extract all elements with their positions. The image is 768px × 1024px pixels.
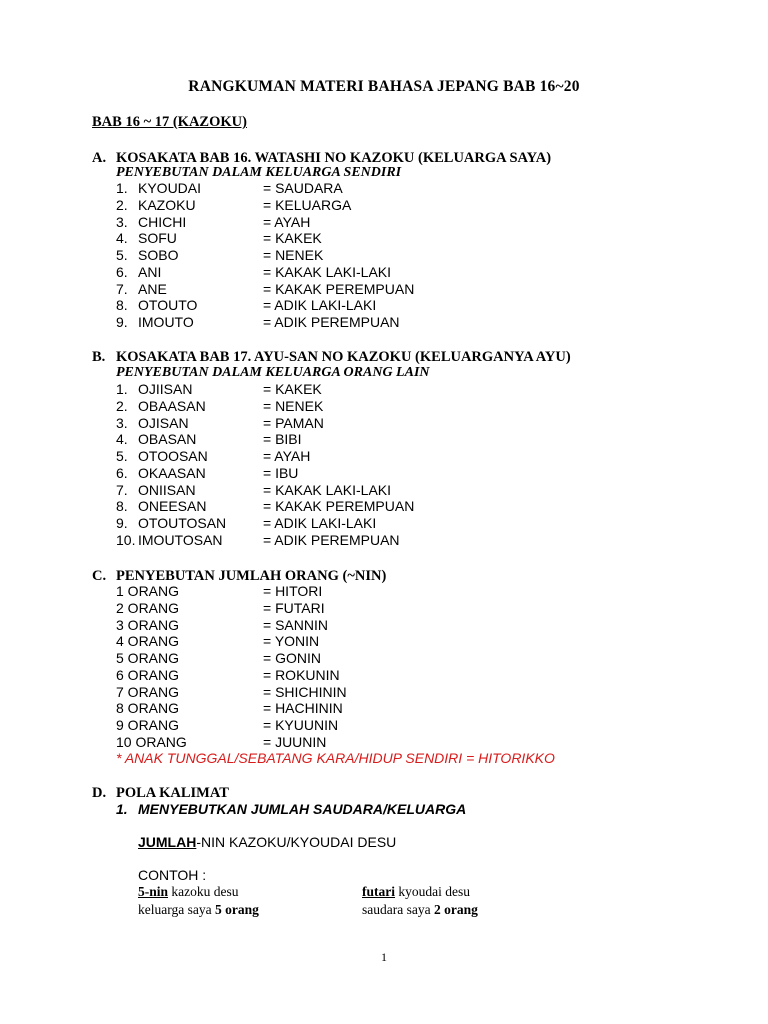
list-item: 4 ORANG = YONIN <box>116 633 320 650</box>
list-item: 10 ORANG = JUUNIN <box>116 733 327 750</box>
section-a-list <box>116 180 415 331</box>
list-item: 2 ORANG = FUTARI <box>116 599 325 616</box>
section-b-list <box>116 381 415 549</box>
list-item: 5. OTOOSAN = AYAH <box>116 448 311 464</box>
section-c-list <box>116 583 347 751</box>
example-1-translation: keluarga saya 5 orang <box>138 902 259 917</box>
list-item: 7. ANE = KAKAK PEREMPUAN <box>116 280 415 297</box>
list-item: 9. IMOUTO = ADIK PEREMPUAN <box>116 314 400 330</box>
chapter-heading: BAB 16 ~ 17 (KAZOKU) <box>92 114 247 130</box>
list-item: 7. ONIISAN = KAKAK LAKI-LAKI <box>116 481 392 498</box>
page-number: 1 <box>381 950 387 964</box>
list-item: 8. ONEESAN = KAKAK PEREMPUAN <box>116 498 415 515</box>
pattern-rest: -NIN KAZOKU/KYOUDAI DESU <box>196 834 397 850</box>
list-item: 3 ORANG = SANNIN <box>116 616 328 633</box>
section-b-heading <box>92 349 571 366</box>
document-title: RANGKUMAN MATERI BAHASA JEPANG BAB 16~20 <box>188 78 580 95</box>
section-c-letter: C. <box>92 568 107 584</box>
list-item: 8 ORANG = HACHININ <box>116 700 343 717</box>
example-2: futari kyoudai desu <box>362 884 470 899</box>
sentence-pattern <box>138 834 396 850</box>
section-c-title: PENYEBUTAN JUMLAH ORANG (~NIN) <box>116 568 387 584</box>
list-item: 5. SOBO = NENEK <box>116 247 324 263</box>
list-item: 3. OJISAN = PAMAN <box>116 414 324 431</box>
list-item: 6. ANI = KAKAK LAKI-LAKI <box>116 263 392 280</box>
contoh-label: CONTOH : <box>138 867 207 883</box>
list-item: 6. OKAASAN = IBU <box>116 464 299 481</box>
section-b-subheading: PENYEBUTAN DALAM KELUARGA ORANG LAIN <box>116 365 430 380</box>
example-1: 5-nin kazoku desu <box>138 884 239 899</box>
list-item: 4. SOFU = KAKEK <box>116 230 322 247</box>
list-item: 1. KYOUDAI = SAUDARA <box>116 180 343 196</box>
example-2-translation: saudara saya 2 orang <box>362 902 478 917</box>
pola-subheading <box>116 801 466 817</box>
pattern-key: JUMLAH <box>138 834 197 850</box>
pola-sub-number: 1. <box>116 801 128 817</box>
list-item: 9. OTOUTOSAN = ADIK LAKI-LAKI <box>116 515 377 531</box>
list-item: 2. KAZOKU = KELUARGA <box>116 196 352 213</box>
hitorikko-note: * ANAK TUNGGAL/SEBATANG KARA/HIDUP SENDIRI = HITORIKKO <box>116 750 555 766</box>
section-d-letter: D. <box>92 785 107 801</box>
list-item: 2. OBAASAN = NENEK <box>116 397 324 414</box>
list-item: 6 ORANG = ROKUNIN <box>116 666 340 683</box>
section-b-title: KOSAKATA BAB 17. AYU-SAN NO KAZOKU (KELUARGANYA AYU) <box>116 349 571 365</box>
list-item: 9 ORANG = KYUUNIN <box>116 717 339 733</box>
list-item: 3. CHICHI = AYAH <box>116 213 311 230</box>
list-item: 1 ORANG = HITORI <box>116 583 323 599</box>
section-d-title: POLA KALIMAT <box>116 785 229 801</box>
list-item: 5 ORANG = GONIN <box>116 650 321 666</box>
list-item: 1. OJIISAN = KAKEK <box>116 381 322 397</box>
section-d-heading <box>92 785 229 802</box>
pola-sub-title: MENYEBUTKAN JUMLAH SAUDARA/KELUARGA <box>138 801 467 817</box>
section-a-title: KOSAKATA BAB 16. WATASHI NO KAZOKU (KELUARGA SAYA) <box>116 150 552 166</box>
section-b-letter: B. <box>92 349 106 365</box>
section-a-letter: A. <box>92 150 107 166</box>
list-item: 4. OBASAN = BIBI <box>116 431 302 448</box>
section-a-subheading: PENYEBUTAN DALAM KELUARGA SENDIRI <box>116 165 402 180</box>
list-item: 10. IMOUTOSAN = ADIK PEREMPUAN <box>116 531 400 548</box>
list-item: 8. OTOUTO = ADIK LAKI-LAKI <box>116 297 377 314</box>
list-item: 7 ORANG = SHICHININ <box>116 683 347 700</box>
